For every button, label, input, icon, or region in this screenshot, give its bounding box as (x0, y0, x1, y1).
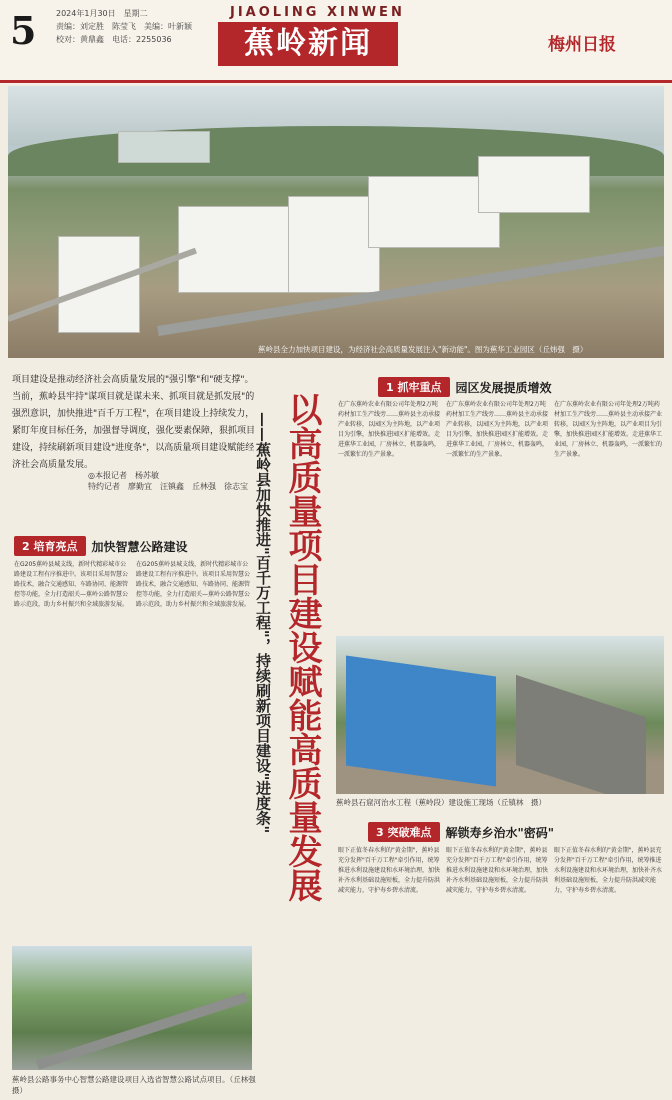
middle-photo-caption: 蕉岭县石窟河治水工程（蕉岭段）建设施工现场（丘镇林 摄） (336, 798, 546, 807)
page-header (0, 0, 672, 84)
section-3-title: 解锁寿乡治水"密码" (445, 825, 555, 840)
section-3-body-col-1: 眼下正值冬春水利的"黄金期"，蕉岭县充分发挥"百千万工程"牵引作用，统筹推进水利设施建设和水环境治理，加快补齐水利基础设施短板，全力提升防洪减灾能力，守护寿乡碧水清流。 (338, 847, 441, 894)
top-photo-caption: 蕉岭县全力加快项目建设，为经济社会高质量发展注入"新动能"。图为蕉华工业园区（丘炜强 摄） (258, 345, 588, 354)
section-2-title: 加快智慧公路建设 (91, 539, 188, 554)
reporter-credits: ◎本报记者 杨苏敏 特约记者 廖勤宜 汪镇鑫 丘林强 徐志宝 (88, 471, 248, 491)
section-1-body-col-2: 在广东蕉岭农业有限公司年处理2万吨药材加工生产线旁……蕉岭县主动承接产业转移，以园区为主阵地，以产业项目为引擎，加快推进园区扩能增效。走进蕉华工业园，厂房林立、机器轰鸣，一派繁忙的生产景象。 (446, 401, 549, 458)
date-line: 2024年1月30日 星期二 (56, 9, 148, 18)
middle-photo (336, 636, 664, 794)
section-1-head (378, 377, 552, 397)
section-1-body-col-3: 在广东蕉岭农业有限公司年处理2万吨药材加工生产线旁……蕉岭县主动承接产业转移，以园区为主阵地，以产业项目为引擎，加快推进园区扩能增效。走进蕉华工业园，厂房林立、机器轰鸣，一派繁忙的生产景象。 (554, 401, 663, 458)
bottom-left-photo (12, 946, 252, 1070)
masthead: 蕉岭新闻 (218, 22, 398, 66)
section-1-title: 园区发展提质增效 (455, 380, 552, 395)
section-3-badge: 3 突破难点 (368, 822, 440, 842)
editor-line: 责编：刘定胜 陈莹飞 美编：叶新颖 (56, 22, 192, 31)
section-3-body-col-2: 眼下正值冬春水利的"黄金期"，蕉岭县充分发挥"百千万工程"牵引作用，统筹推进水利设施建设和水环境治理，加快补齐水利基础设施短板，全力提升防洪减灾能力，守护寿乡碧水清流。 (446, 847, 549, 894)
masthead-pinyin: JIAOLING XINWEN (230, 5, 405, 20)
section-2-body-col-1: 在G205蕉岭县城支线，新时代精彩城市公路建设工程有序推进中。该项目采用智慧公路技术，融合交通感知、车路协同、能源管控等功能，全力打造韶关—蕉岭公路智慧公路示范段，助力乡村振兴和全域旅游发展。 (14, 561, 129, 608)
proof-line: 校对：黄鼎鑫 电话：2255036 (56, 35, 172, 44)
intro-paragraph: 项目建设是推动经济社会高质量发展的"强引擎"和"硬支撑"。当前，蕉岭县牢持"谋项目就是谋未来、抓项目就是抓发展"的强烈意识，加快推进"百千万工程"，在项目建设上持续发力，紧盯年度目标任务，加强督导调度，强化要素保障，狠抓项目建设，持续刷新项目建设"进度条"，以高质量项目建设赋能经济社会高质量发展。 (12, 375, 256, 470)
main-headline: 以高质量项目建设赋能高质量发展 (282, 392, 322, 902)
section-3-body-col-3: 眼下正值冬春水利的"黄金期"，蕉岭县充分发挥"百千万工程"牵引作用，统筹推进水利设施建设和水环境治理，加快补齐水利基础设施短板，全力提升防洪减灾能力，守护寿乡碧水清流。 (554, 847, 663, 894)
section-1-body-col-1: 在广东蕉岭农业有限公司年处理2万吨药材加工生产线旁……蕉岭县主动承接产业转移，以园区为主阵地，以产业项目为引擎，加快推进园区扩能增效。走进蕉华工业园，厂房林立、机器轰鸣，一派繁忙的生产景象。 (338, 401, 441, 458)
bottom-left-photo-caption: 蕉岭县公路事务中心智慧公路建设项目入选省智慧公路试点项目。（丘林强 摄） (12, 1075, 264, 1095)
newspaper-logo: 梅州日报 (548, 35, 616, 55)
section-2-head (14, 536, 188, 556)
section-2-badge: 2 培育亮点 (14, 536, 86, 556)
sub-headline: ——蕉岭县加快推进"百千万工程"，持续刷新项目建设"进度条" (254, 412, 272, 834)
header-rule (0, 80, 672, 83)
section-2-body-col-2: 在G205蕉岭县城支线，新时代精彩城市公路建设工程有序推进中。该项目采用智慧公路技术，融合交通感知、车路协同、能源管控等功能，全力打造韶关—蕉岭公路智慧公路示范段，助力乡村振兴和全域旅游发展。 (136, 561, 251, 608)
section-1-badge: 1 抓牢重点 (378, 377, 450, 397)
top-photo (8, 86, 664, 358)
page-number: 5 (10, 8, 37, 53)
section-3-head (368, 822, 554, 842)
